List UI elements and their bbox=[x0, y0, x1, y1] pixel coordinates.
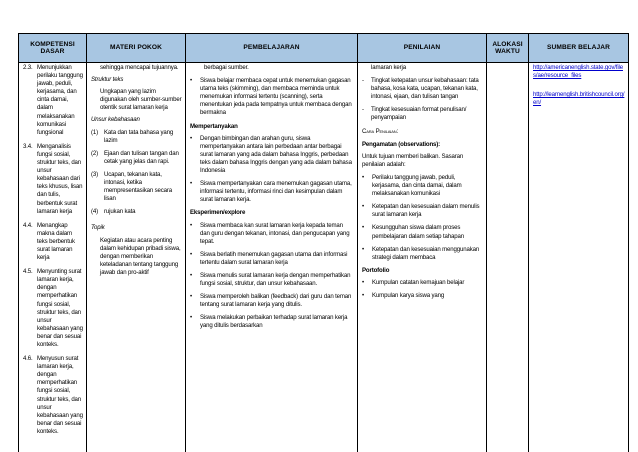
header-pembelajaran: PEMBELAJARAN bbox=[186, 34, 358, 63]
materi-topik-text: Kegiatan atau acara penting dalam kehidupan pribadi siswa, dengan memberikan keteladanan tentang tanggung jawab dan pro-aktif bbox=[100, 236, 181, 276]
cell-materi-pokok bbox=[87, 63, 186, 452]
kompetensi-item: 4.6. Menyusun surat lamaran kerja, dengan memperhatikan fungsi sosial, struktur teks, dan unsur kebahasaan yang benar dan sesuai konteks. bbox=[23, 355, 83, 435]
list-item: • Dengan bimbingan dan arahan guru, siswa mempertanyakan antara lain perbedaan antar berbagai surat lamaran yang ada dalam bahasa Inggris, perbedaan teks dalam bahasa Inggris dengan yang ada dalam bahasa Indonesia bbox=[190, 134, 352, 175]
pembelajaran-list-3 bbox=[190, 222, 354, 331]
link-learnenglish[interactable]: http://learnenglish.britishcouncil.org/en/ bbox=[533, 91, 625, 107]
pembelajaran-list-1 bbox=[190, 77, 354, 117]
kompetensi-item: 3.4. Menganalisis fungsi sosial, struktur teks, dan unsur kebahasaan dari teks khusus, lisan dan tulis, berbentuk surat lamaran kerja bbox=[23, 142, 83, 215]
list-item: (3) Ucapan, tekanan kata, intonasi, ketika mempresentasikan secara lisan bbox=[91, 170, 173, 203]
bullet-icon: • bbox=[190, 221, 192, 229]
portofolio-list bbox=[362, 279, 483, 300]
materi-struktur-text: Ungkapan yang lazim digunakan oleh sumber-sumber otentik surat lamaran kerja bbox=[100, 88, 182, 112]
kompetensi-item: 4.5. Menyunting surat lamaran kerja, dengan memperhatikan fungsi sosial, struktur teks, dan unsur kebahasaan yang benar dan sesuai konteks. bbox=[23, 268, 83, 348]
list-item: • Siswa mempertanyakan cara menemukan gagasan utama, informasi tertentu, informasi rinci dan kesimpulan dalam surat lamaran kerja. bbox=[190, 180, 352, 204]
header-kompetensi-dasar: KOMPETENSI DASAR bbox=[19, 34, 87, 63]
pengamatan-list bbox=[362, 174, 483, 262]
pengamatan-intro: Untuk tujuan memberi balikan. Sasaran penilaian adalah: bbox=[362, 152, 464, 168]
heading-eksperimen: Eksperimen/explore bbox=[190, 209, 246, 217]
table-row bbox=[19, 63, 629, 452]
materi-unsur-title: Unsur kebahasaan bbox=[91, 116, 140, 124]
lesson-plan-table bbox=[18, 33, 629, 452]
cell-alokasi-waktu bbox=[487, 63, 529, 452]
pembelajaran-continuation: berbagai sumber. bbox=[204, 64, 249, 71]
kompetensi-item: 4.4. Menangkap makna dalam teks berbentuk surat lamaran kerja bbox=[23, 221, 75, 262]
cell-sumber-belajar bbox=[529, 63, 629, 452]
bullet-icon: • bbox=[190, 77, 192, 85]
bullet-icon: • bbox=[362, 224, 364, 232]
cell-pembelajaran bbox=[186, 63, 358, 452]
heading-portofolio: Portofolio bbox=[362, 266, 390, 274]
materi-unsur-list bbox=[91, 129, 182, 217]
list-item: - Tingkat kesesuaian format penulisan/ penyampaian bbox=[362, 106, 467, 122]
bullet-icon: • bbox=[190, 134, 192, 142]
header-alokasi-waktu: ALOKASI WAKTU bbox=[487, 34, 529, 63]
bullet-icon: • bbox=[190, 271, 192, 279]
header-penilaian: PENILAIAN bbox=[358, 34, 487, 63]
list-item: (4) rujukan kata bbox=[91, 208, 136, 216]
list-item: • Kesungguhan siswa dalam proses pembelajaran dalam setiap tahapan bbox=[362, 224, 464, 240]
cara-penilaian-label: Cara Penilaian: bbox=[362, 127, 399, 135]
list-item: • Siswa menulis surat lamaran kerja dengan memperhatikan fungsi sosial, struktur, dan unsur kebahasaan. bbox=[190, 271, 351, 288]
list-item: • Siswa belajar membaca cepat untuk menemukan gagasan utama teks (skimming), dan membaca meminda untuk menemukan informasi tertentu (scanning), serta menentukan jeda pada tempatnya untuk membaca dengan bermakna bbox=[190, 77, 352, 117]
table-header-row bbox=[19, 34, 629, 63]
materi-topik-title: Topik bbox=[91, 224, 105, 232]
bullet-icon: • bbox=[362, 245, 364, 253]
list-item: • Kumpulan catatan kemajuan belajar bbox=[362, 278, 465, 286]
header-materi-pokok: MATERI POKOK bbox=[87, 34, 186, 63]
bullet-icon: • bbox=[362, 278, 364, 286]
pembelajaran-list-2 bbox=[190, 135, 354, 205]
list-item: • Ketepatan dan kesesuaian dalam menulis surat lamaran kerja bbox=[362, 203, 480, 219]
bullet-icon: • bbox=[190, 250, 192, 258]
materi-intro: sehingga mencapai tujuannya. bbox=[100, 64, 179, 71]
list-item: • Ketepatan dan kesesuaian menggunakan strategi dalam membaca bbox=[362, 245, 480, 261]
materi-struktur-title: Struktur teks bbox=[91, 76, 124, 84]
bullet-icon: • bbox=[362, 203, 364, 211]
bullet-icon: • bbox=[190, 314, 192, 322]
link-americanenglish[interactable]: http://americanenglish.state.gov/files/ae/resource_files bbox=[533, 64, 623, 80]
list-item: • Perilaku tanggung jawab, peduli, kerjasama, dan cinta damai, dalam melaksanakan komunikasi bbox=[362, 173, 462, 198]
bullet-icon: • bbox=[362, 291, 364, 299]
list-item: (2) Ejaan dan tulisan tangan dan cetak yang jelas dan rapi. bbox=[91, 149, 179, 165]
heading-mempertanyakan: Mempertanyakan bbox=[190, 122, 238, 130]
list-item: • Siswa membaca kan surat lamaran kerja kepada teman dan guru dengan tekanan, intonasi, dan pengucapan yang tepat. bbox=[190, 221, 350, 245]
cell-penilaian bbox=[358, 63, 487, 452]
cell-kompetensi-dasar bbox=[19, 63, 87, 452]
penilaian-continuation: lamaran kerja bbox=[371, 64, 406, 71]
bullet-icon: • bbox=[190, 180, 192, 188]
bullet-icon: • bbox=[190, 293, 192, 301]
list-item: • Kumpulan karya siswa yang bbox=[362, 291, 445, 299]
list-item: - Tingkat ketepatan unsur kebahasaan: tata bahasa, kosa kata, ucapan, tekanan kata, intonasi, ejaan, dan tulisan tangan bbox=[362, 77, 479, 101]
list-item: (1) Kata dan tata bahasa yang lazim bbox=[91, 128, 174, 144]
header-sumber-belajar: SUMBER BELAJAR bbox=[529, 34, 629, 63]
bullet-icon: • bbox=[362, 173, 364, 181]
kompetensi-list bbox=[23, 64, 83, 436]
kompetensi-item: 2.3. Menunjukkan perilaku tanggung jawab, peduli, kerjasama, dan cinta damai, dalam melaksanakan komunikasi fungsional bbox=[23, 64, 83, 136]
list-item: • Siswa melakukan perbaikan terhadap surat lamaran kerja yang ditulis berdasarkan bbox=[190, 314, 348, 330]
list-item: • Siswa memperoleh balikan (feedback) dari guru dan teman tentang surat lamaran kerja yang ditulis. bbox=[190, 293, 352, 309]
list-item: • Siswa berlatih menemukan gagasan utama dan informasi tertentu dalam surat lamaran kerja bbox=[190, 250, 348, 266]
heading-pengamatan: Pengamatan (observations): bbox=[362, 140, 441, 148]
